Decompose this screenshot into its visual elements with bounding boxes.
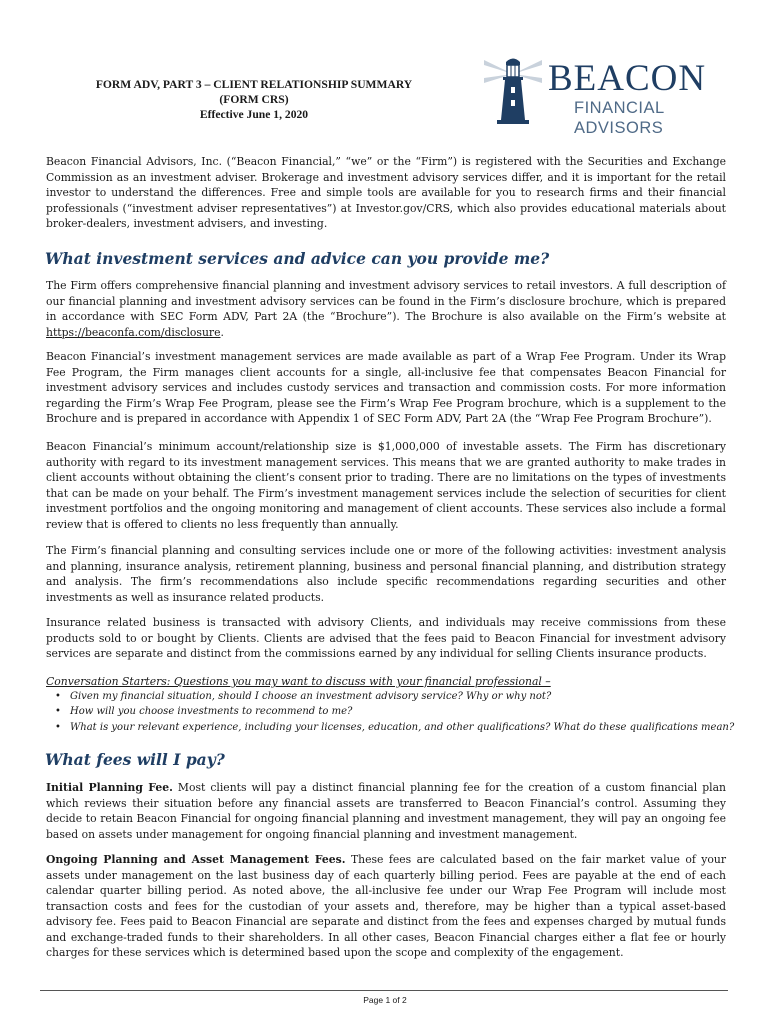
footer-divider	[40, 990, 728, 991]
form-title-line-2: (FORM CRS)	[219, 93, 289, 106]
ongoing-fees-label: Ongoing Planning and Asset Management Fees.	[46, 853, 346, 866]
fees-paragraph-2	[46, 852, 726, 961]
conversation-starters-list	[46, 689, 736, 735]
fees-paragraph-1	[46, 780, 726, 842]
logo-subtitle: FINANCIAL ADVISORS	[574, 99, 665, 137]
bullet-icon: •	[55, 691, 61, 702]
logo-wordmark: BEACON	[548, 58, 707, 99]
services-paragraph-3: Beacon Financial’s minimum account/relationship size is $1,000,000 of investable assets. The Firm has discretionary authority with regard to its investment management services. This means that we are granted authority to make trades in client accounts without obtaining the client’s consent prior to trading. There are no limitations on the types of investments that can be made on your behalf. The Firm’s investment management services include the selection of securities for client investment portfolios and the ongoing monitoring and management of client accounts. These services also include a formal review that is offered to clients no less frequently than annually.	[46, 440, 726, 531]
form-title-line-3: Effective June 1, 2020	[199, 108, 309, 121]
services-paragraph-1-text: The Firm offers comprehensive financial planning and investment advisory services to retail investors. A full description of our financial planning and investment advisory services can be found in the Firm’s disclosure brochure, which is prepared in accordance with SEC Form ADV, Part 2A (the “Brochure”). The Brochure is also available on the Firm’s website at	[46, 279, 726, 323]
list-item	[55, 720, 736, 735]
starter-question-2: How will you choose investments to recommend to me?	[70, 706, 353, 718]
conversation-starters	[46, 674, 736, 735]
section-heading-services: What investment services and advice can you provide me?	[45, 249, 550, 268]
initial-planning-fee-label: Initial Planning Fee.	[46, 781, 173, 794]
bullet-icon: •	[55, 706, 61, 718]
fees-paragraph-1-text: Most clients will pay a distinct financial planning fee for the creation of a custom financial plan which reviews their situation before any financial assets are transferred to Beacon Financial’s control. Assuming they decide to retain Beacon Financial for ongoing financial planning and investment management, they will pay an ongoing fee based on assets under management for ongoing financial planning and investment management.	[46, 781, 726, 841]
list-item	[55, 704, 736, 719]
disclosure-link[interactable]: https://beaconfa.com/disclosure	[46, 325, 221, 339]
list-item	[55, 689, 736, 704]
form-title-line-1: FORM ADV, PART 3 – CLIENT RELATIONSHIP SUMMARY	[95, 78, 413, 91]
services-paragraph-5: Insurance related business is transacted with advisory Clients, and individuals may receive commissions from these products sold to or bought by Clients. Clients are advised that the fees paid to Beacon Financial for investment advisory services are separate and distinct from the commissions earned by any individual for selling Clients insurance products.	[46, 616, 726, 660]
starter-question-1: Given my financial situation, should I choose an investment advisory service? Why or why not?	[70, 691, 552, 702]
starter-question-3: What is your relevant experience, including your licenses, education, and other qualifications? What do these qualifications mean?	[70, 721, 735, 733]
bullet-icon: •	[55, 721, 61, 733]
beacon-logo	[482, 54, 732, 137]
intro-paragraph: Beacon Financial Advisors, Inc. (“Beacon Financial,” “we” or the “Firm”) is registered with the Securities and Exchange Commission as an investment adviser. Brokerage and investment advisory services differ, and it is important for the retail investor to understand the differences. Free and simple tools are available for you to research firms and their financial professionals (“investment adviser representatives”) at Investor.gov/CRS, which also provides educational materials about broker-dealers, investment advisers, and investing.	[46, 155, 726, 230]
services-paragraph-4: The Firm’s financial planning and consulting services include one or more of the following activities: investment analysis and planning, insurance analysis, retirement planning, business and personal financial planning, and distribution strategy and analysis. The firm’s recommendations also include specific recommendations regarding securities and other investments as well as insurance related products.	[46, 544, 726, 604]
services-paragraph-2: Beacon Financial’s investment management services are made available as part of a Wrap Fee Program. Under its Wrap Fee Program, the Firm manages client accounts for a single, all-inclusive fee that compensates Beacon Financial for investment advisory services and includes custody services and transaction and commission costs. For more information regarding the Firm’s Wrap Fee Program, please see the Firm’s Wrap Fee Program brochure, which is a supplement to the Brochure and is prepared in accordance with Appendix 1 of SEC Form ADV, Part 2A (the “Wrap Fee Program Brochure”).	[46, 350, 726, 425]
lighthouse-icon	[482, 54, 544, 126]
services-paragraph-1	[46, 278, 726, 340]
services-paragraph-1-end: .	[220, 325, 224, 339]
conversation-starters-title: Conversation Starters: Questions you may want to discuss with your financial professional –	[46, 675, 551, 688]
fees-paragraph-2-text: These fees are calculated based on the fair market value of your assets under management on the last business day of each quarterly billing period. Fees are payable at the end of each calendar quarter billing period. As noted above, the all-inclusive fee under our Wrap Fee Program will include most transaction costs and fees for the custodian of your assets and, therefore, may be higher than a typical asset-based advisory fee. Fees paid to Beacon Financial are separate and distinct from the fees and expenses charged by mutual funds and exchange-traded funds to their shareholders. In all other cases, Beacon Financial charges either a flat fee or hourly charges for these services which is determined based upon the scope and complexity of the engagement.	[46, 853, 726, 959]
page-number: Page 1 of 2	[363, 995, 407, 1005]
section-heading-fees: What fees will I pay?	[45, 750, 225, 769]
form-title	[50, 77, 458, 122]
